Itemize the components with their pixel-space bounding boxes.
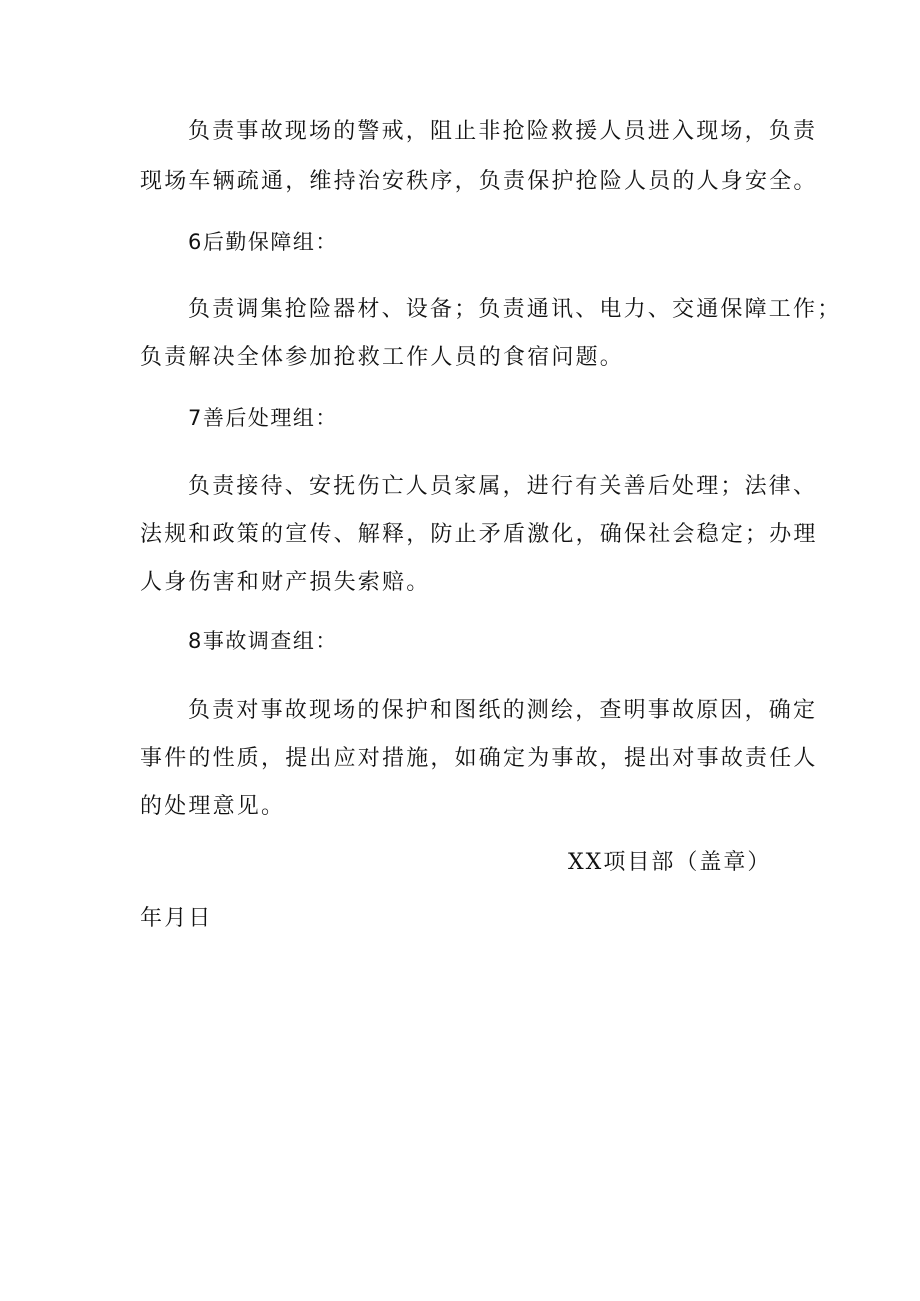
section6-line-2: 负责解决全体参加抢救工作人员的食宿问题。: [140, 345, 625, 370]
section8-line-1: 负责对事故现场的保护和图纸的测绘，查明事故原因，确定: [188, 698, 818, 723]
section7-line-3: 人身伤害和财产损失索赔。: [140, 570, 431, 595]
section6-line-1: 负责调集抢险器材、设备；负责通讯、电力、交通保障工作；: [188, 297, 842, 322]
section8-heading: 8事故调查组：: [188, 629, 338, 653]
section8-line-2: 事件的性质，提出应对措施，如确定为事故，提出对事故责任人: [140, 746, 818, 771]
section8-line-3: 的处理意见。: [140, 794, 286, 819]
date-line: 年月日: [140, 906, 213, 931]
section5-line-1: 负责事故现场的警戒，阻止非抢险救援人员进入现场，负责: [188, 119, 818, 144]
section5-line-2: 现场车辆疏通，维持治安秩序，负责保护抢险人员的人身安全。: [140, 169, 818, 194]
section6-heading: 6后勤保障组：: [188, 230, 338, 254]
section7-line-1: 负责接待、安抚伤亡人员家属，进行有关善后处理；法律、: [188, 474, 818, 499]
signature-stamp-line: XX项目部（盖章）: [568, 850, 772, 875]
section7-line-2: 法规和政策的宣传、解释，防止矛盾激化，确保社会稳定；办理: [140, 522, 818, 547]
section7-heading: 7善后处理组：: [188, 406, 338, 430]
